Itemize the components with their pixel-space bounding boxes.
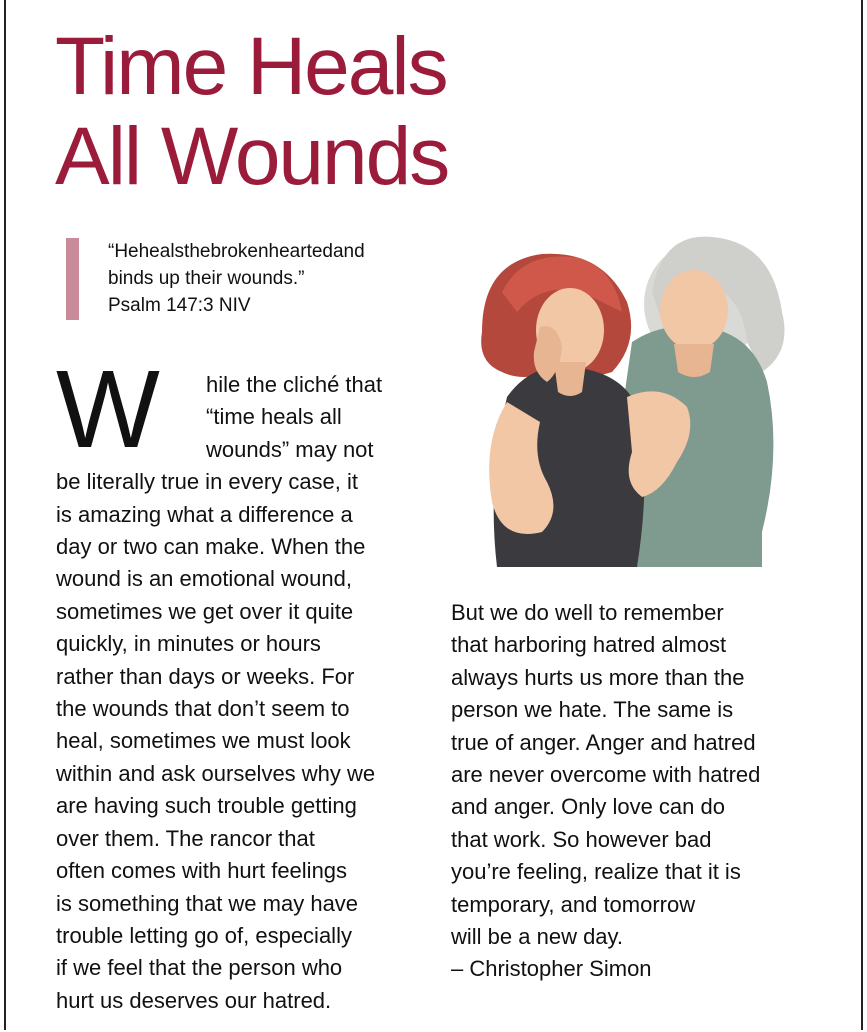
scripture-quote (108, 238, 438, 319)
text-line: temporary, and tomorrow (451, 891, 696, 917)
drop-cap: W (56, 348, 160, 471)
text-line: true of anger. Anger and hatred (451, 729, 756, 755)
text-line: over them. The rancor that (56, 825, 315, 851)
text-line: hile the cliché that (206, 372, 383, 397)
article-column-left (56, 369, 426, 1017)
text-line: be literally true in every case, it (56, 469, 359, 495)
text-line: sometimes we get over it quite (56, 598, 354, 624)
page-title (55, 22, 448, 202)
text-line: that work. So however bad (451, 826, 712, 852)
text-line: hurt us deserves our hatred. (56, 987, 332, 1013)
text-line: always hurts us more than the (451, 664, 745, 690)
text-line: the wounds that don’t seem to (56, 696, 350, 722)
text-line: within and ask ourselves why we (56, 760, 376, 786)
two-women-embracing-illustration (462, 232, 802, 572)
article-column-right (451, 597, 831, 986)
text-line: you’re feeling, realize that it is (451, 859, 741, 885)
text-line: trouble letting go of, especially (56, 922, 352, 948)
quote-line-1: “Hehealsthebrokenheartedand (108, 241, 365, 262)
title-line-2: All Wounds (55, 111, 449, 202)
text-line: are having such trouble getting (56, 793, 357, 819)
text-line: is something that we may have (56, 890, 359, 916)
text-line: quickly, in minutes or hours (56, 631, 321, 657)
text-line: and anger. Only love can do (451, 794, 725, 820)
text-line: if we feel that the person who (56, 955, 343, 981)
text-line: heal, sometimes we must look (56, 728, 351, 754)
quote-citation: Psalm 147:3 NIV (108, 295, 251, 316)
title-line-1: Time Heals (55, 21, 447, 112)
text-line: day or two can make. When the (56, 534, 366, 560)
quote-line-2: binds up their wounds.” (108, 268, 305, 289)
text-line: is amazing what a difference a (56, 501, 353, 527)
text-line: rather than days or weeks. For (56, 663, 355, 689)
text-line: will be a new day. (451, 924, 624, 950)
text-line: are never overcome with hatred (451, 762, 761, 788)
text-line: But we do well to remember (451, 600, 724, 625)
text-line: that harboring hatred almost (451, 632, 727, 658)
text-line: wound is an emotional wound, (56, 566, 352, 592)
quote-accent-bar (66, 238, 79, 320)
text-line: often comes with hurt feelings (56, 858, 348, 884)
text-line: person we hate. The same is (451, 697, 734, 723)
author-signature: – Christopher Simon (451, 956, 652, 982)
text-line: “time heals all (206, 404, 342, 430)
text-line: wounds” may not (206, 436, 374, 462)
